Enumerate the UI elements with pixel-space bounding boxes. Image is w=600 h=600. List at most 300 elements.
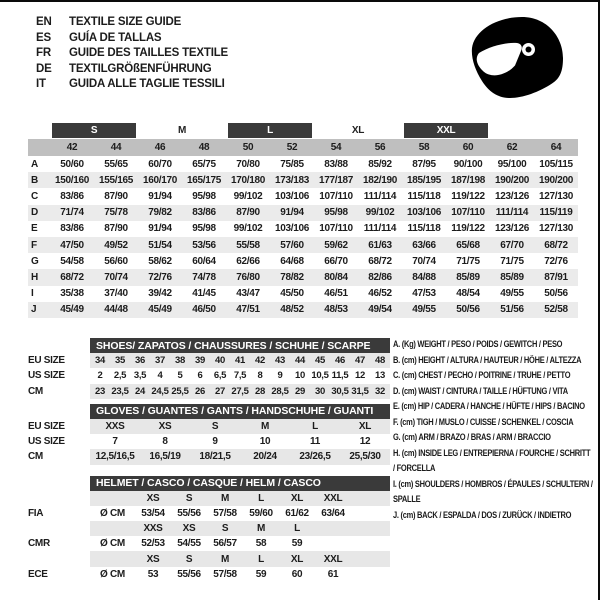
size-value: 95/98 <box>192 223 216 235</box>
standard-label: ECE <box>28 567 90 582</box>
size-value: 187/198 <box>446 172 490 188</box>
column-header: 56 <box>358 139 402 156</box>
size-value: L <box>290 419 340 434</box>
size-value: 10,5 <box>311 370 329 382</box>
helmet-size-label: M <box>207 551 243 566</box>
language-row <box>36 46 228 62</box>
helmet-size-label: XS <box>135 491 171 506</box>
size-value: 165/175 <box>182 172 226 188</box>
legend-item: D. (cm) WAIST / CINTURA / TAILLE / HÜFTUNG / VITA <box>393 384 568 396</box>
language-list <box>36 15 228 93</box>
size-value: 52/58 <box>534 302 578 318</box>
row-label: G <box>31 255 39 267</box>
spacer-cell <box>90 491 135 506</box>
column-header: 60 <box>446 139 490 156</box>
size-value: 29 <box>290 384 310 399</box>
size-value: 160/170 <box>138 172 182 188</box>
size-value: 30 <box>310 384 330 399</box>
size-value: 28,5 <box>270 384 290 399</box>
size-value: 170/180 <box>226 172 270 188</box>
textile-row <box>28 269 578 285</box>
helmet-size-label: XL <box>279 491 315 506</box>
size-value: 111/114 <box>363 223 397 235</box>
legend-item: F. (cm) TIGH / MUSLO / CUISSE / SCHENKEL / COSCIA <box>393 415 574 427</box>
size-value: 63/66 <box>402 237 446 253</box>
guide-title: TEXTILE SIZE GUIDE <box>69 16 182 28</box>
helmet-size-value: 57/58 <box>213 568 237 580</box>
language-row <box>36 15 228 31</box>
guide-title: TEXTILGRÖßENFÜHRUNG <box>69 62 212 75</box>
size-value: 49/55 <box>500 288 524 300</box>
size-value: 78/82 <box>270 269 314 285</box>
size-value: 8 <box>257 370 263 382</box>
size-value: 70/74 <box>412 255 436 267</box>
helmet-size-value: 59 <box>255 568 267 580</box>
size-value: 173/183 <box>270 172 314 188</box>
size-group-label-xl: XL <box>351 124 365 136</box>
size-value: 47/51 <box>226 302 270 318</box>
size-group-label-s: S <box>52 123 136 138</box>
size-value: S <box>190 419 240 434</box>
helmet-size-value: 59/60 <box>249 507 273 519</box>
size-value: 95/100 <box>497 158 527 170</box>
size-value: 9 <box>277 370 283 382</box>
size-value: 48 <box>370 353 390 368</box>
textile-row <box>28 205 578 221</box>
helmet-size-label: XXL <box>315 551 351 566</box>
size-value: 60/64 <box>192 255 216 267</box>
size-value: 91/94 <box>148 190 172 202</box>
size-value: 90/100 <box>453 158 483 170</box>
size-value: 11 <box>310 436 320 448</box>
size-value: 46 <box>330 353 350 368</box>
row-label: CM <box>28 384 90 399</box>
size-value: 83/86 <box>60 223 84 235</box>
size-value: 71/75 <box>500 255 524 267</box>
size-value: 115/118 <box>407 223 441 235</box>
section-title: SHOES/ ZAPATOS / CHAUSSURES / SCHUHE / SCARPE <box>90 338 390 353</box>
helmet-icon-svg <box>462 12 572 108</box>
size-group-cell <box>314 121 402 139</box>
size-value: 91/94 <box>148 223 172 235</box>
row-label: EU SIZE <box>28 353 90 368</box>
column-header: 58 <box>402 139 446 156</box>
size-value: 190/200 <box>534 172 578 188</box>
size-value: 30,5 <box>330 384 350 399</box>
helmet-size-value: 55/56 <box>177 507 201 519</box>
helmet-size-value: 58 <box>255 538 267 550</box>
size-value: 32 <box>370 384 390 399</box>
size-value: 48/54 <box>456 288 480 300</box>
standard-label: CMR <box>28 536 90 551</box>
size-value: 18/21,5 <box>190 449 240 464</box>
size-value: 50/56 <box>544 288 568 300</box>
size-value: 47 <box>350 353 370 368</box>
size-value: 75/78 <box>94 205 138 221</box>
size-value: 41/45 <box>192 288 216 300</box>
language-code: ES <box>36 31 51 44</box>
language-code: EN <box>36 16 52 28</box>
size-value: 10 <box>295 370 305 382</box>
size-value: 99/102 <box>358 205 402 221</box>
textile-row <box>28 188 578 204</box>
size-value: 123/126 <box>494 223 530 235</box>
helmet-size-label: S <box>171 551 207 566</box>
spacer-cell <box>490 121 534 139</box>
textile-row <box>28 156 578 172</box>
language-row <box>36 77 228 93</box>
size-value: 72/76 <box>138 269 182 285</box>
size-value: 75/85 <box>280 158 304 170</box>
size-value: 10 <box>259 436 271 448</box>
size-value: 85/92 <box>368 158 392 170</box>
spacer-cell <box>351 521 390 536</box>
size-value: 107/110 <box>319 223 353 235</box>
size-value: 68/72 <box>534 237 578 253</box>
size-value: 68/72 <box>50 269 94 285</box>
column-header-row <box>28 139 578 156</box>
size-value: 9 <box>212 436 218 448</box>
size-value: 23/26,5 <box>290 449 340 464</box>
row-label: US SIZE <box>28 368 90 383</box>
size-value: XXS <box>90 419 140 434</box>
size-value: 177/187 <box>314 172 358 188</box>
size-value: 83/88 <box>324 158 348 170</box>
row-label: D <box>28 205 50 221</box>
size-value: 79/82 <box>138 205 182 221</box>
spacer-cell <box>351 536 390 551</box>
helmet-size-value: 61/62 <box>285 507 309 519</box>
size-value: 182/190 <box>358 172 402 188</box>
legend-item: H. (cm) INSIDE LEG / ENTREPIERNA / FOURCHE / SCHRITT / FORCELLA <box>393 446 591 473</box>
size-group-label-xxl: XXL <box>404 123 488 138</box>
size-value: 44 <box>290 353 310 368</box>
guide-title: GUÍA DE TALLAS <box>69 31 162 44</box>
column-header: 52 <box>270 139 314 156</box>
column-header: 54 <box>314 139 358 156</box>
section-bar-row <box>28 404 390 419</box>
helmet-size-value: 59 <box>291 538 303 550</box>
helmet-size-value: 57/58 <box>213 507 237 519</box>
spacer-cell <box>28 521 90 536</box>
size-value: 85/89 <box>446 269 490 285</box>
helmet-values-row <box>28 567 390 582</box>
helmet-size-label: S <box>171 491 207 506</box>
size-value: 54/58 <box>60 255 84 267</box>
size-value: 48/52 <box>270 302 314 318</box>
helmet-size-value: 53/54 <box>141 507 165 519</box>
size-value: 59/62 <box>314 237 358 253</box>
helmet-sizes-row <box>28 551 390 566</box>
legend-item: B. (cm) HEIGHT / ALTURA / HAUTEUR / HÖHE / ALTEZZA <box>393 353 582 365</box>
column-header: 50 <box>226 139 270 156</box>
size-value: 26 <box>190 384 210 399</box>
column-header: 46 <box>138 139 182 156</box>
standard-label: FIA <box>28 506 90 521</box>
helmet-size-label: XS <box>135 551 171 566</box>
section-bar-row <box>28 338 390 353</box>
size-value: 83/86 <box>60 190 84 202</box>
size-value: 103/106 <box>274 223 310 235</box>
size-value: 11,5 <box>331 370 349 382</box>
size-value: 27 <box>210 384 230 399</box>
shoes-table-body <box>28 338 390 399</box>
textile-row <box>28 286 578 302</box>
size-value: 111/114 <box>490 205 534 221</box>
size-value: 42 <box>250 353 270 368</box>
size-value: 61/63 <box>358 237 402 253</box>
row-label: A <box>31 158 38 170</box>
size-value: 35/38 <box>60 288 84 300</box>
size-value: 20/24 <box>240 449 290 464</box>
size-value: 127/130 <box>538 223 574 235</box>
size-value: 103/106 <box>402 205 446 221</box>
size-value: 115/119 <box>534 205 578 221</box>
language-row <box>36 62 228 78</box>
size-group-label-l: L <box>228 123 312 138</box>
size-group-label-m: M <box>177 124 187 136</box>
size-value: 7 <box>112 436 118 448</box>
size-value: 46/50 <box>182 302 226 318</box>
size-value: 62/66 <box>236 255 260 267</box>
spacer-cell <box>351 567 390 582</box>
section-title: HELMET / CASCO / CASQUE / HELM / CASCO <box>90 476 390 491</box>
size-value: 64/68 <box>280 255 304 267</box>
language-code: IT <box>36 78 46 91</box>
language-row <box>36 31 228 47</box>
size-group-cell <box>402 121 490 139</box>
size-value: 49/52 <box>94 237 138 253</box>
size-value: 87/91 <box>534 269 578 285</box>
size-value: 45/49 <box>50 302 94 318</box>
size-value: 65/68 <box>446 237 490 253</box>
language-code: DE <box>36 62 52 75</box>
size-value: 8 <box>162 436 168 448</box>
helmet-size-table <box>28 476 390 582</box>
spacer-cell <box>28 551 90 566</box>
size-value: 5 <box>177 370 183 382</box>
size-value: M <box>240 419 290 434</box>
size-value: 99/102 <box>233 223 263 235</box>
spacer-cell <box>351 506 390 521</box>
size-value: 57/60 <box>270 237 314 253</box>
helmet-values-row <box>28 536 390 551</box>
size-value: XL <box>340 419 390 434</box>
size-value: 70/74 <box>94 269 138 285</box>
size-value: 43/47 <box>236 288 260 300</box>
size-row <box>28 384 390 399</box>
size-value: 55/65 <box>104 158 128 170</box>
size-value: 51/56 <box>490 302 534 318</box>
size-value: 155/165 <box>94 172 138 188</box>
racing-helmet-icon <box>462 12 572 108</box>
size-value: 27,5 <box>230 384 250 399</box>
size-value: 6,5 <box>213 370 227 382</box>
helmet-size-value: 61 <box>327 568 339 580</box>
size-value: 84/88 <box>402 269 446 285</box>
textile-row <box>28 253 578 269</box>
legend-item: A. (Kg) WEIGHT / PESO / POIDS / GEWITCH / PESO <box>393 338 563 349</box>
size-value: 99/102 <box>233 190 263 202</box>
helmet-size-value: 56/57 <box>213 538 237 550</box>
size-value: 13 <box>375 370 386 382</box>
row-label: F <box>28 237 50 253</box>
size-value: 76/80 <box>226 269 270 285</box>
size-value: 45/49 <box>138 302 182 318</box>
textile-size-table-body <box>28 121 578 318</box>
size-value: 25,5/30 <box>340 449 390 464</box>
guide-title: GUIDE DES TAILLES TEXTILE <box>69 47 228 60</box>
row-label: E <box>31 223 38 235</box>
size-value: 70/80 <box>236 158 260 170</box>
size-value: 66/70 <box>324 255 348 267</box>
size-value: 71/75 <box>456 255 480 267</box>
textile-row <box>28 172 578 188</box>
legend-item: G. (cm) ARM / BRAZO / BRAS / ARM / BRACCIO <box>393 431 551 442</box>
size-value: 23 <box>90 384 110 399</box>
size-value: 47/53 <box>412 288 436 300</box>
size-value: 25,5 <box>170 384 190 399</box>
size-value: 39/42 <box>148 288 172 300</box>
size-value: 43 <box>270 353 290 368</box>
column-header: 42 <box>50 139 94 156</box>
helmet-size-label: XXS <box>135 521 171 536</box>
helmet-size-label: M <box>207 491 243 506</box>
column-header: 62 <box>490 139 534 156</box>
section-title: GLOVES / GUANTES / GANTS / HANDSCHUHE / GUANTI <box>90 404 390 419</box>
column-header: 44 <box>94 139 138 156</box>
size-value: 103/106 <box>274 190 310 202</box>
gloves-table-body <box>28 404 390 465</box>
size-value: 119/122 <box>451 190 485 202</box>
size-value: 35 <box>110 353 130 368</box>
size-value: 50/60 <box>60 158 84 170</box>
size-value: 87/90 <box>226 205 270 221</box>
size-row <box>28 449 390 464</box>
size-value: 58/62 <box>148 255 172 267</box>
helmet-size-label: M <box>243 521 279 536</box>
size-value: 87/90 <box>104 223 128 235</box>
size-value: 72/76 <box>544 255 568 267</box>
helmet-size-value: 52/53 <box>141 538 165 550</box>
row-label: US SIZE <box>28 434 90 449</box>
size-value: 6 <box>197 370 203 382</box>
size-value: 115/118 <box>407 190 441 202</box>
size-value: 82/86 <box>358 269 402 285</box>
size-value: 44/48 <box>94 302 138 318</box>
size-value: 190/200 <box>490 172 534 188</box>
legend-item: I. (cm) SHOULDERS / HOMBROS / ÉPAULES / SCHULTERN / SPALLE <box>393 477 593 504</box>
helmet-size-label: L <box>279 521 315 536</box>
size-value: 87/90 <box>104 190 128 202</box>
size-value: 24,5 <box>150 384 170 399</box>
size-value: 107/110 <box>319 190 353 202</box>
size-value: 2,5 <box>113 370 127 382</box>
size-value: 105/115 <box>539 158 573 170</box>
textile-row <box>28 221 578 237</box>
size-value: 37 <box>150 353 170 368</box>
size-value: 56/60 <box>104 255 128 267</box>
textile-row <box>28 302 578 318</box>
row-label: B <box>28 172 50 188</box>
size-value: 71/74 <box>50 205 94 221</box>
spacer-cell <box>351 551 390 566</box>
size-value: 87/95 <box>412 158 436 170</box>
diameter-label: Ø CM <box>100 507 125 519</box>
size-group-cell <box>50 121 138 139</box>
size-group-cell <box>226 121 314 139</box>
helmet-size-value: 53 <box>147 568 159 580</box>
size-value: 45 <box>310 353 330 368</box>
size-value: 67/70 <box>490 237 534 253</box>
size-value: 119/122 <box>451 223 485 235</box>
size-value: 46/51 <box>324 288 348 300</box>
helmet-size-value <box>315 536 351 551</box>
spacer-cell <box>90 551 135 566</box>
spacer-cell <box>28 404 90 419</box>
size-value: 47/50 <box>50 237 94 253</box>
size-value: 150/160 <box>50 172 94 188</box>
column-header: 48 <box>182 139 226 156</box>
size-value: 53/56 <box>182 237 226 253</box>
size-value: 7,5 <box>233 370 247 382</box>
size-group-cell <box>138 121 226 139</box>
helmet-sizes-row <box>28 491 390 506</box>
section-bar-row <box>28 476 390 491</box>
textile-size-table <box>28 121 578 318</box>
size-value: 111/114 <box>363 190 397 202</box>
helmet-sizes-row <box>28 521 390 536</box>
size-value: 39 <box>190 353 210 368</box>
row-label: C <box>31 190 38 202</box>
size-value: 185/195 <box>402 172 446 188</box>
size-value: 95/98 <box>314 205 358 221</box>
size-value: 46/52 <box>368 288 392 300</box>
helmet-size-label <box>315 521 351 536</box>
size-row <box>28 419 390 434</box>
size-value: 3,5 <box>133 370 147 382</box>
size-value: 95/98 <box>192 190 216 202</box>
size-value: 74/78 <box>182 269 226 285</box>
helmet-size-label: XS <box>171 521 207 536</box>
size-value: XS <box>140 419 190 434</box>
size-value: 55/58 <box>226 237 270 253</box>
size-value: 38 <box>170 353 190 368</box>
spacer-cell <box>28 139 50 156</box>
column-header: 64 <box>534 139 578 156</box>
helmet-values-row <box>28 506 390 521</box>
legend-item: J. (cm) BACK / ESPALDA / DOS / ZURÜCK / INDIETRO <box>393 508 572 520</box>
size-row <box>28 353 390 368</box>
size-value: 48/53 <box>314 302 358 318</box>
spacer-cell <box>28 338 90 353</box>
legend-item: E. (cm) HIP / CADERA / HANCHE / HÜFTE / HIPS / BACINO <box>393 400 585 411</box>
lower-tables <box>28 338 392 587</box>
size-value: 80/84 <box>314 269 358 285</box>
size-value: 60/70 <box>148 158 172 170</box>
language-code: FR <box>36 47 51 60</box>
size-value: 41 <box>230 353 250 368</box>
size-value: 2 <box>97 370 103 382</box>
row-label: I <box>31 288 34 300</box>
size-value: 23,5 <box>110 384 130 399</box>
guide-title: GUIDA ALLE TAGLIE TESSILI <box>69 78 225 91</box>
spacer-cell <box>351 491 390 506</box>
size-value: 45/50 <box>280 288 304 300</box>
size-value: 83/86 <box>182 205 226 221</box>
size-value: 51/54 <box>138 237 182 253</box>
size-value: 65/75 <box>192 158 216 170</box>
